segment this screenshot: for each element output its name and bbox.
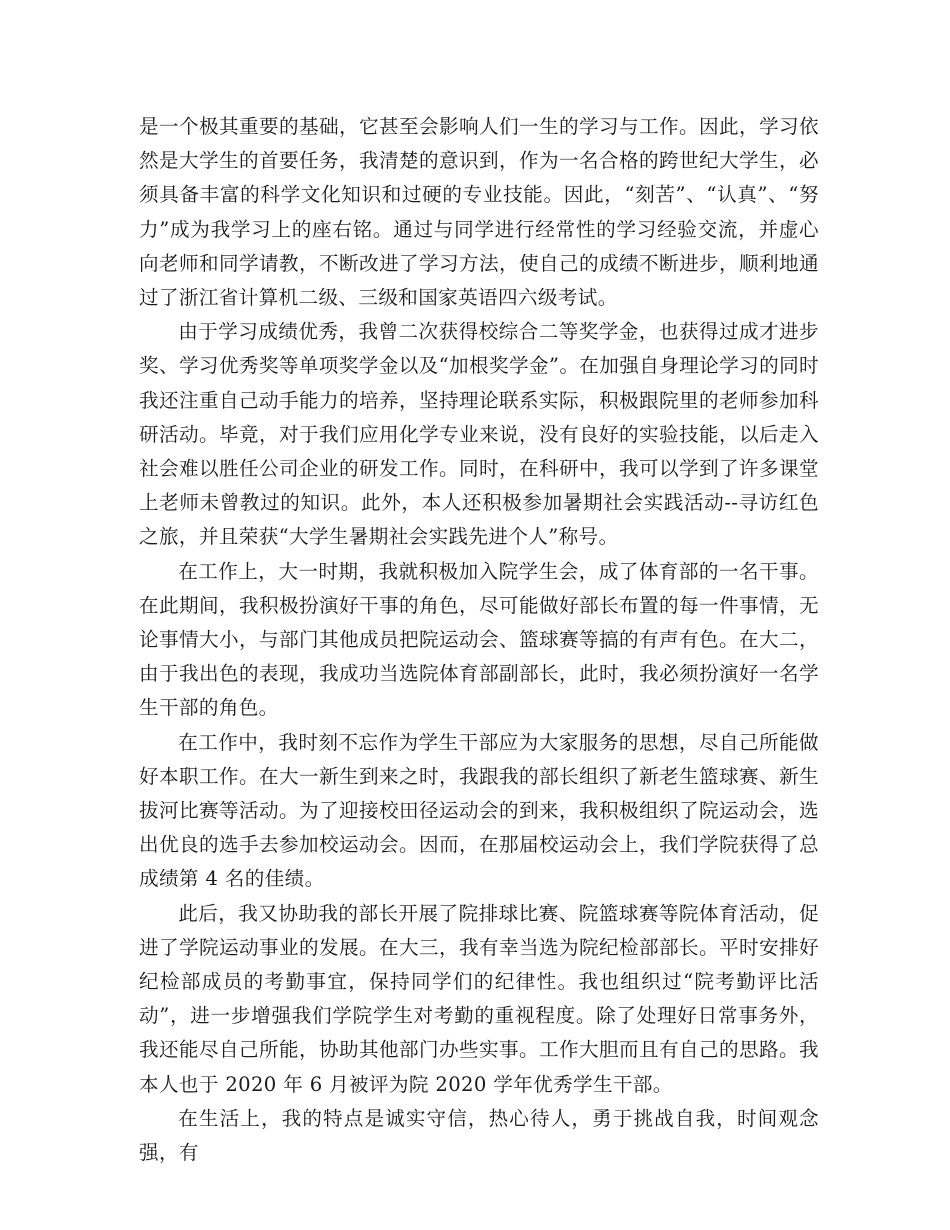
paragraph-4: 在工作中，我时刻不忘作为学生干部应为大家服务的思想，尽自己所能做好本职工作。在大一新生到来之时，我跟我的部长组织了新老生篮球赛、新生拔河比赛等活动。为了迎接校田径运动会的到来，我积极组织了院运动会，选出优良的选手去参加校运动会。因而，在那届校运动会上，我们学院获得了总成绩第 4 名的佳绩。 <box>139 730 819 891</box>
paragraph-6: 在生活上，我的特点是诚实守信，热心待人，勇于挑战自我，时间观念强，有 <box>139 1106 819 1165</box>
paragraph-1: 是一个极其重要的基础，它甚至会影响人们一生的学习与工作。因此，学习依然是大学生的首要任务，我清楚的意识到，作为一名合格的跨世纪大学生，必须具备丰富的科学文化知识和过硬的专业技能。因此，“刻苦”、“认真”、“努力”成为我学习上的座右铭。通过与同学进行经常性的学习经验交流，并虚心向老师和同学请教，不断改进了学习方法，使自己的成绩不断进步，顺利地通过了浙江省计算机二级、三级和国家英语四六级考试。 <box>139 115 819 310</box>
paragraph-3: 在工作上，大一时期，我就积极加入院学生会，成了体育部的一名干事。在此期间，我积极扮演好干事的角色，尽可能做好部长布置的每一件事情，无论事情大小，与部门其他成员把院运动会、篮球赛等搞的有声有色。在大二，由于我出色的表现，我成功当选院体育部副部长，此时，我必须扮演好一名学生干部的角色。 <box>139 559 819 720</box>
paragraph-2: 由于学习成绩优秀，我曾二次获得校综合二等奖学金，也获得过成才进步奖、学习优秀奖等单项奖学金以及“加根奖学金”。在加强自身理论学习的同时我还注重自己动手能力的培养，坚持理论联系实际，积极跟院里的老师参加科研活动。毕竟，对于我们应用化学专业来说，没有良好的实验技能，以后走入社会难以胜任公司企业的研发工作。同时，在科研中，我可以学到了许多课堂上老师未曾教过的知识。此外，本人还积极参加暑期社会实践活动--寻访红色之旅，并且荣获“大学生暑期社会实践先进个人”称号。 <box>139 320 819 549</box>
document-body <box>139 110 819 1170</box>
paragraph-5: 此后，我又协助我的部长开展了院排球比赛、院篮球赛等院体育活动，促进了学院运动事业的发展。在大三，我有幸当选为院纪检部部长。平时安排好纪检部成员的考勤事宜，保持同学们的纪律性。我也组织过“院考勤评比活动”，进一步增强我们学院学生对考勤的重视程度。除了处理好日常事务外，我还能尽自己所能，协助其他部门办些实事。工作大胆而且有自己的思路。我本人也于 2020 年 6 月被评为院 2020 学年优秀学生干部。 <box>139 901 819 1096</box>
